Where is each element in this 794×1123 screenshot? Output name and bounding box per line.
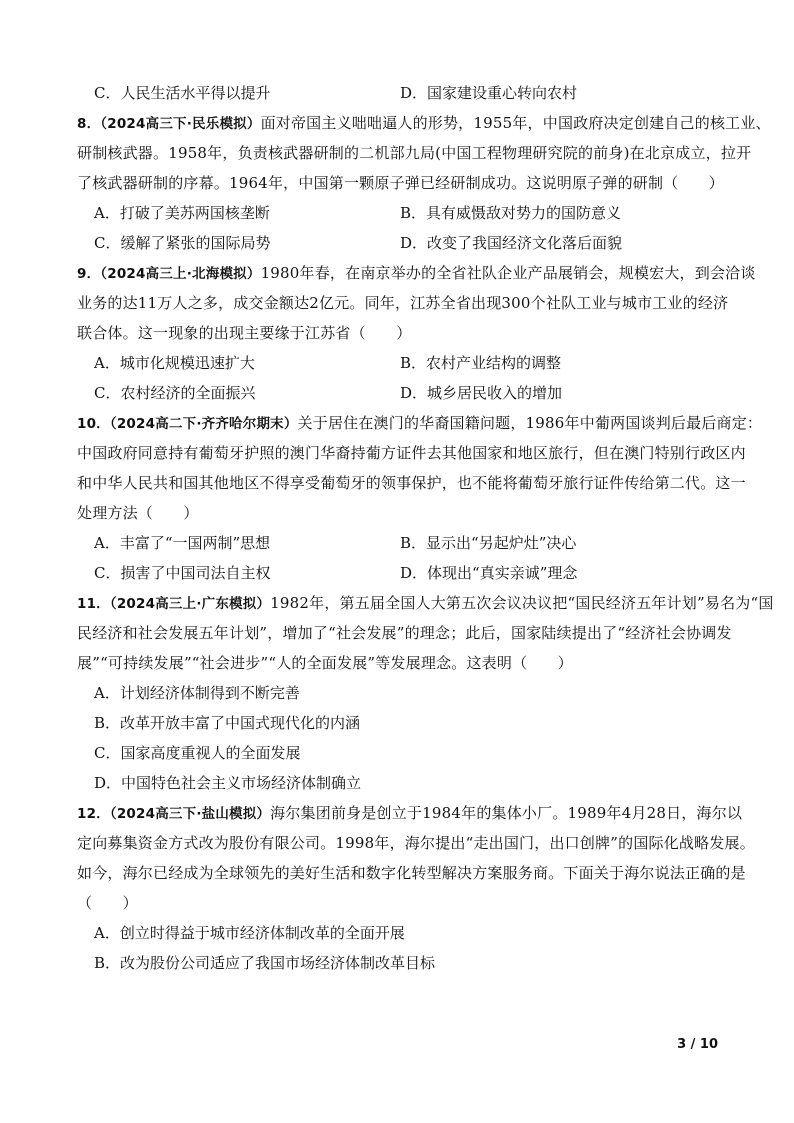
q9-option-b[interactable]: B．农村产业结构的调整 [400, 354, 562, 372]
q11-option-b[interactable]: B．改革开放丰富了中国式现代化的内涵 [94, 714, 361, 732]
q9-stem-1: 1980年春，在南京举办的全省社队企业产品展销会，规模宏大，到会洽谈 [260, 264, 756, 282]
q11-option-a[interactable]: A．计划经济体制得到不断完善 [94, 684, 300, 702]
q9-option-c[interactable]: C．农村经济的全面振兴 [94, 384, 256, 402]
q8-number: 8． [77, 116, 101, 132]
q11-stem-1: 1982年，第五届全国人大第五次会议决议把“国民经济五年计划”易名为“国 [270, 594, 774, 612]
q12-option-a[interactable]: A．创立时得益于城市经济体制改革的全面开展 [94, 924, 405, 942]
q11-option-d[interactable]: D．中国特色社会主义市场经济体制确立 [94, 774, 362, 792]
q7-option-d[interactable]: D．国家建设重心转向农村 [400, 84, 578, 102]
q8-options-cd [77, 228, 720, 258]
page-number: 3 / 10 [677, 1037, 718, 1052]
q10-source: （2024高二下·齐齐哈尔期末） [109, 416, 298, 432]
q12-line-2: 定向募集资金方式改为股份有限公司。1998年，海尔提出“走出国门，出口创牌”的国际化战略发展。 [77, 834, 755, 852]
q8-option-d[interactable]: D．改变了我国经济文化落后面貌 [400, 234, 623, 252]
q9-options-cd [77, 378, 720, 408]
q7-options-cd [77, 78, 720, 108]
q11-number: 11． [77, 596, 110, 612]
q10-option-b[interactable]: B．显示出“另起炉灶”决心 [400, 534, 577, 552]
q8-line-1 [77, 108, 771, 138]
q12-line-1 [77, 798, 743, 828]
question-8 [77, 108, 771, 258]
q10-option-c[interactable]: C．损害了中国司法自主权 [94, 564, 271, 582]
question-11 [77, 588, 774, 798]
question-12 [77, 798, 755, 978]
question-10 [77, 408, 763, 588]
q9-line-2: 业务的达11万人之多，成交金额达2亿元。同年，江苏全省出现300个社队工业与城市工业的经济 [77, 294, 729, 312]
q10-stem-1: 关于居住在澳门的华裔国籍问题，1986年中葡两国谈判后最后商定： [297, 414, 763, 432]
q11-option-c[interactable]: C．国家高度重视人的全面发展 [94, 744, 301, 762]
q10-line-1 [77, 408, 763, 438]
q11-line-1 [77, 588, 774, 618]
q12-line-4: （ ） [77, 894, 138, 912]
q8-line-2: 研制核武器。1958年，负责核武器研制的二机部九局(中国工程物理研究院的前身)在北京成立，拉开 [77, 144, 752, 162]
q11-source: （2024高三上·广东模拟） [109, 596, 271, 612]
q9-line-3: 联合体。这一现象的出现主要缘于江苏省（ ） [77, 324, 412, 342]
q8-options-ab [77, 198, 720, 228]
q12-option-b[interactable]: B．改为股份公司适应了我国市场经济体制改革目标 [94, 954, 436, 972]
q10-option-d[interactable]: D．体现出“真实亲诚”理念 [400, 564, 578, 582]
q10-option-a[interactable]: A．丰富了“一国两制”思想 [94, 534, 271, 552]
q10-options-ab [77, 528, 720, 558]
q9-source: （2024高三上·北海模拟） [100, 266, 261, 282]
q7-option-c[interactable]: C．人民生活水平得以提升 [94, 84, 271, 102]
q9-option-d[interactable]: D．城乡居民收入的增加 [400, 384, 563, 402]
q10-line-3: 和中华人民共和国其他地区不得享受葡萄牙的领事保护，也不能将葡萄牙旅行证件传给第二代。这一 [77, 474, 746, 492]
q8-option-c[interactable]: C．缓解了紧张的国际局势 [94, 234, 271, 252]
page-content [77, 78, 774, 978]
q11-line-2: 民经济和社会发展五年计划”，增加了“社会发展”的理念；此后，国家陆续提出了“经济社会协调发 [77, 624, 732, 642]
q10-line-2: 中国政府同意持有葡萄牙护照的澳门华裔持葡方证件去其他国家和地区旅行，但在澳门特别行政区内 [77, 444, 746, 462]
q11-line-3: 展”“可持续发展”“社会进步”“人的全面发展”等发展理念。这表明（ ） [77, 654, 573, 672]
q8-option-b[interactable]: B．具有威慑敌对势力的国防意义 [400, 204, 622, 222]
q12-stem-1: 海尔集团前身是创立于1984年的集体小厂。1989年4月28日，海尔以 [270, 804, 743, 822]
question-9 [77, 258, 756, 408]
q8-source: （2024高三下·民乐模拟） [100, 116, 261, 132]
q9-number: 9． [77, 266, 101, 282]
q10-options-cd [77, 558, 720, 588]
q9-option-a[interactable]: A．城市化规模迅速扩大 [94, 354, 255, 372]
q8-stem-1: 面对帝国主义咄咄逼人的形势，1955年，中国政府决定创建自己的核工业、 [260, 114, 771, 132]
q8-option-a[interactable]: A．打破了美苏两国核垄断 [94, 204, 270, 222]
q8-line-3: 了核武器研制的序幕。1964年，中国第一颗原子弹已经研制成功。这说明原子弹的研制（ ） [77, 174, 724, 192]
q9-options-ab [77, 348, 720, 378]
q12-line-3: 如今，海尔已经成为全球领先的美好生活和数字化转型解决方案服务商。下面关于海尔说法正确的是 [77, 864, 746, 882]
q9-line-1 [77, 258, 756, 288]
q10-line-4: 处理方法（ ） [77, 504, 199, 522]
q12-number: 12． [77, 806, 110, 822]
q10-number: 10． [77, 416, 110, 432]
q12-source: （2024高三下·盐山模拟） [109, 806, 271, 822]
